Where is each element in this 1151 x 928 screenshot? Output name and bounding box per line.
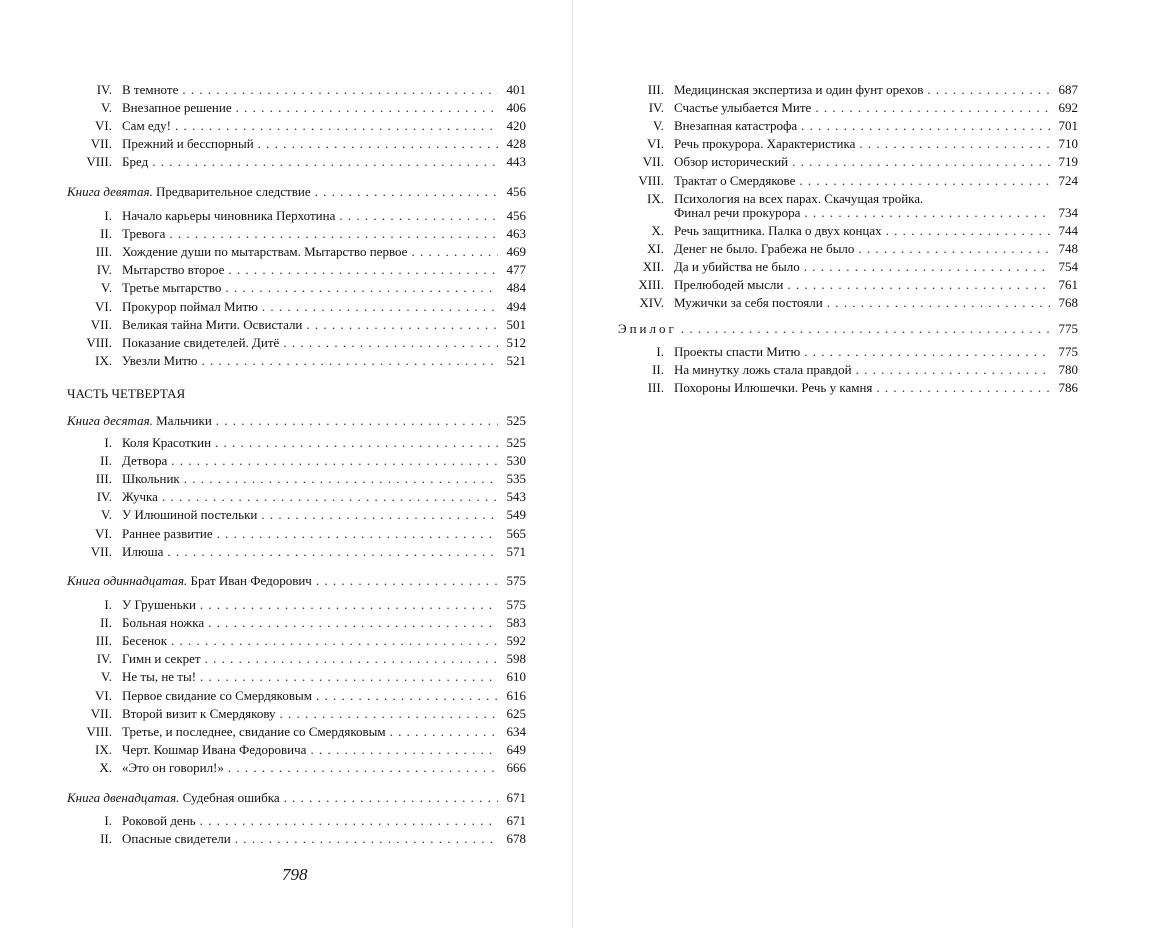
chapter-title: Увезли Митю — [122, 352, 198, 368]
chapter-number: V. — [653, 118, 664, 134]
chapter-number: VII. — [90, 543, 112, 559]
chapter-title: Жучка — [122, 489, 158, 505]
chapter-number: III. — [95, 471, 112, 487]
toc-entry — [647, 379, 1078, 397]
chapter-title: Опасные свидетели — [122, 831, 231, 847]
chapter-number: XII. — [642, 259, 664, 275]
page-number: 494 — [506, 298, 526, 314]
toc-entry — [96, 81, 526, 99]
page-number: 786 — [1058, 380, 1078, 396]
dot-leader — [783, 276, 1050, 294]
toc-entry — [90, 135, 526, 153]
chapter-title: Показание свидетелей. Дитё — [122, 334, 280, 350]
chapter-title: Коля Красоткин — [122, 435, 212, 450]
chapter-number: XIII. — [638, 277, 664, 293]
chapter-number: I. — [104, 435, 112, 450]
chapter-title: Сам еду! — [122, 118, 171, 134]
toc-entry — [638, 172, 1078, 190]
toc-entry — [639, 294, 1078, 312]
toc-entry — [86, 153, 526, 171]
right-page — [573, 0, 1151, 928]
chapter-title: Трактат о Смердякове — [674, 172, 796, 188]
dot-leader — [148, 153, 498, 171]
chapter-title: Прелюбодей мысли — [674, 277, 784, 293]
toc-entry — [101, 506, 526, 524]
page-number: 616 — [506, 687, 526, 703]
chapter-title: Черт. Кошмар Ивана Федоровича — [122, 741, 307, 757]
chapter-number: V. — [101, 100, 112, 116]
toc-entry — [90, 705, 526, 723]
dot-leader — [180, 470, 498, 488]
page-number: 671 — [506, 813, 526, 828]
chapter-title-line2: Финал речи прокурора — [674, 205, 801, 220]
chapter-number: II. — [100, 453, 112, 469]
chapter-number: XIV. — [639, 295, 664, 311]
page-number: 748 — [1058, 241, 1078, 257]
toc-entry — [100, 830, 526, 848]
book-heading — [67, 183, 311, 201]
page-number: 543 — [506, 489, 526, 505]
toc-entry — [656, 343, 1078, 361]
chapter-number: VI. — [647, 136, 664, 152]
chapter-number: IV. — [96, 489, 112, 505]
chapter-number: VIII. — [86, 334, 112, 350]
page-number: 484 — [506, 280, 526, 296]
chapter-title: Проекты спасти Митю — [674, 344, 801, 359]
chapter-number: VI. — [95, 118, 112, 134]
toc-entry — [96, 488, 526, 506]
dot-leader — [280, 789, 498, 807]
chapter-number: III. — [647, 380, 664, 396]
chapter-title: Мужички за себя постояли — [674, 295, 823, 311]
page-number: 754 — [1058, 259, 1078, 275]
toc-entry — [95, 687, 526, 705]
chapter-number: IV. — [96, 262, 112, 278]
page-number: 401 — [506, 82, 526, 97]
dot-leader — [312, 687, 498, 705]
chapter-number: III. — [647, 82, 664, 97]
dot-leader — [407, 243, 498, 261]
dot-leader — [800, 343, 1050, 361]
dot-leader — [254, 135, 498, 153]
page-number: 744 — [1058, 223, 1078, 238]
dot-leader — [232, 99, 498, 117]
toc-entry — [642, 258, 1078, 276]
toc-entry — [90, 543, 526, 561]
chapter-number: III. — [95, 244, 112, 260]
book-ten-entry — [67, 412, 526, 430]
dot-leader — [276, 705, 498, 723]
toc-entry — [95, 243, 526, 261]
dot-leader — [854, 240, 1050, 258]
page-number: 583 — [506, 615, 526, 631]
toc-entry — [95, 117, 526, 135]
chapter-number: II. — [100, 831, 112, 847]
chapter-title: Тревога — [122, 226, 166, 242]
page-number: 525 — [506, 413, 526, 428]
chapter-title: Хождение души по мытарствам. Мытарство первое — [122, 244, 408, 260]
dot-leader — [224, 261, 498, 279]
chapter-title: У Илюшиной постельки — [122, 507, 258, 523]
toc-entry — [104, 207, 526, 225]
page-number: 610 — [506, 669, 526, 685]
left-page — [0, 0, 572, 928]
toc-entry — [652, 361, 1078, 379]
toc-entry — [95, 352, 526, 370]
chapter-number: V. — [101, 507, 112, 523]
chapter-number: IV. — [648, 100, 664, 116]
chapter-number: IX. — [95, 741, 112, 757]
chapter-title: Раннее развитие — [122, 525, 213, 541]
dot-leader — [335, 207, 498, 225]
toc-entry — [104, 812, 526, 830]
dot-leader — [797, 117, 1050, 135]
chapter-title: Денег не было. Грабежа не было — [674, 241, 855, 257]
chapter-title: Великая тайна Мити. Освистали — [122, 316, 303, 332]
chapter-title-line1: Психология на всех парах. Скачущая тройка. — [674, 191, 924, 206]
page-number: 456 — [506, 208, 526, 223]
page-number: 780 — [1058, 362, 1078, 378]
chapter-title: Речь защитника. Палка о двух концах — [674, 223, 882, 238]
chapter-title: Обзор исторический — [674, 154, 789, 170]
part-heading: ЧАСТЬ ЧЕТВЕРТАЯ — [67, 386, 186, 401]
page-number: 768 — [1058, 295, 1078, 311]
chapter-number: II. — [100, 226, 112, 242]
toc-entry — [96, 261, 526, 279]
dot-leader — [178, 81, 498, 99]
dot-leader — [231, 830, 498, 848]
toc-entry — [95, 741, 526, 759]
dot-leader — [204, 614, 498, 632]
dot-leader — [800, 204, 1050, 222]
dot-leader — [257, 506, 498, 524]
page-number: 456 — [506, 184, 526, 199]
page-number: 634 — [506, 723, 526, 739]
page-number: 525 — [506, 435, 526, 450]
page-number: 521 — [506, 352, 526, 368]
dot-leader — [800, 258, 1050, 276]
page-number: 469 — [506, 244, 526, 260]
dot-leader — [258, 298, 498, 316]
dot-leader — [171, 117, 498, 135]
dot-leader — [196, 668, 498, 686]
chapter-title: В темноте — [122, 82, 179, 97]
toc-entry — [647, 135, 1078, 153]
epilogue-entry — [618, 320, 1078, 338]
chapter-title: Похороны Илюшечки. Речь у камня — [674, 380, 873, 396]
chapter-title: Гимн и секрет — [122, 651, 201, 667]
chapter-number: VII. — [642, 154, 664, 170]
chapter-title: Второй визит к Смердякову — [122, 705, 276, 721]
epilogue-title: Эпилог — [618, 321, 677, 336]
page-number: 678 — [506, 831, 526, 847]
chapter-number: IV. — [96, 82, 112, 97]
chapter-number: X. — [99, 759, 112, 775]
book-nine-entry — [67, 183, 526, 201]
chapter-number: II. — [652, 362, 664, 378]
book-heading — [67, 412, 212, 430]
dot-leader — [211, 434, 498, 452]
chapter-number: XI. — [647, 241, 664, 257]
page-number: 692 — [1058, 100, 1078, 116]
dot-leader — [197, 352, 498, 370]
page-number: 406 — [506, 100, 526, 116]
chapter-title: Бред — [122, 154, 149, 170]
toc-entry — [647, 81, 1078, 99]
page-number: 775 — [1058, 344, 1078, 359]
page-number: 719 — [1058, 154, 1078, 170]
chapter-number: VII. — [90, 136, 112, 152]
dot-leader — [163, 543, 498, 561]
dot-leader — [158, 488, 498, 506]
book-label: Книга девятая. — [67, 184, 153, 199]
chapter-title: Школьник — [122, 471, 180, 487]
dot-leader — [811, 99, 1050, 117]
toc-entry — [653, 117, 1078, 135]
page-number: 734 — [1058, 205, 1078, 220]
page-number: 530 — [506, 453, 526, 469]
toc-entry — [90, 316, 526, 334]
toc-entry — [101, 668, 526, 686]
chapter-title: Внезапная катастрофа — [674, 118, 798, 134]
dot-leader — [795, 172, 1050, 190]
page-number: 565 — [506, 525, 526, 541]
chapter-title: Речь прокурора. Характеристика — [674, 136, 856, 152]
dot-leader — [923, 81, 1050, 99]
book-title: Мальчики — [156, 413, 212, 428]
chapter-title: Счастье улыбается Мите — [674, 100, 812, 116]
page-number: 761 — [1058, 277, 1078, 293]
page-number: 775 — [1058, 321, 1078, 336]
page-number: 443 — [506, 154, 526, 170]
chapter-number: I. — [104, 208, 112, 223]
chapter-number: IX. — [647, 191, 664, 206]
toc-entry — [651, 222, 1078, 240]
chapter-number: VII. — [90, 316, 112, 332]
toc-entry — [100, 452, 526, 470]
dot-leader — [852, 361, 1050, 379]
chapter-number: VIII. — [86, 723, 112, 739]
dot-leader — [212, 412, 498, 430]
toc-entry — [101, 279, 526, 297]
chapter-title: Не ты, не ты! — [122, 669, 197, 685]
page-number: 535 — [506, 471, 526, 487]
chapter-number: VII. — [90, 705, 112, 721]
chapter-title: «Это он говорил!» — [122, 759, 224, 775]
chapter-number: VI. — [95, 687, 112, 703]
page-number: 549 — [506, 507, 526, 523]
toc-entry — [86, 334, 526, 352]
dot-leader — [167, 632, 498, 650]
chapter-title: Внезапное решение — [122, 100, 232, 116]
page-number: 571 — [506, 543, 526, 559]
dot-leader — [386, 723, 498, 741]
toc-entry — [95, 298, 526, 316]
page-number: 625 — [506, 705, 526, 721]
page-number: 575 — [506, 573, 526, 588]
page-number: 724 — [1058, 172, 1078, 188]
dot-leader — [224, 759, 498, 777]
toc-entry-continuation — [674, 204, 1078, 222]
book-label: Книга одиннадцатая. — [67, 573, 188, 588]
book-heading — [67, 789, 280, 807]
chapter-title: Мытарство второе — [122, 262, 225, 278]
chapter-number: X. — [651, 223, 664, 238]
dot-leader — [167, 452, 498, 470]
toc-entry — [100, 614, 526, 632]
book-title: Предварительное следствие — [156, 184, 311, 199]
chapter-title: Роковой день — [122, 813, 196, 828]
toc-entry — [648, 99, 1078, 117]
page-number: 701 — [1058, 118, 1078, 134]
book-heading — [67, 572, 312, 590]
chapter-number: VI. — [95, 298, 112, 314]
book-label: Книга двенадцатая. — [67, 790, 180, 805]
chapter-title: У Грушеньки — [122, 597, 196, 612]
toc-entry — [95, 525, 526, 543]
toc-entry — [647, 240, 1078, 258]
toc-entry — [101, 99, 526, 117]
page-number: 598 — [506, 651, 526, 667]
chapter-number: VIII. — [86, 154, 112, 170]
toc-entry — [642, 153, 1078, 171]
dot-leader — [302, 316, 498, 334]
page-number: 501 — [506, 316, 526, 332]
chapter-number: V. — [101, 280, 112, 296]
page-number: 687 — [1058, 82, 1078, 97]
page-number: 592 — [506, 633, 526, 649]
page-number: 710 — [1058, 136, 1078, 152]
book-eleven-entry — [67, 572, 526, 590]
toc-entry — [95, 632, 526, 650]
toc-entry — [86, 723, 526, 741]
chapter-number: II. — [100, 615, 112, 631]
page-number: 649 — [506, 741, 526, 757]
chapter-title: Бесенок — [122, 633, 168, 649]
chapter-number: I. — [656, 344, 664, 359]
page-number: 575 — [506, 597, 526, 612]
dot-leader — [221, 279, 498, 297]
page-number: 512 — [506, 334, 526, 350]
chapter-title: Третье мытарство — [122, 280, 222, 296]
dot-leader — [279, 334, 498, 352]
chapter-number: IX. — [95, 352, 112, 368]
toc-entry — [638, 276, 1078, 294]
toc-entry — [104, 434, 526, 452]
chapter-number: V. — [101, 669, 112, 685]
dot-leader — [855, 135, 1050, 153]
toc-entry — [104, 596, 526, 614]
chapter-title: Прежний и бесспорный — [122, 136, 254, 152]
toc-entry — [100, 225, 526, 243]
toc-entry — [99, 759, 526, 777]
book-title: Брат Иван Федорович — [190, 573, 312, 588]
dot-leader — [788, 153, 1050, 171]
dot-leader — [677, 320, 1050, 338]
dot-leader — [213, 525, 498, 543]
dot-leader — [823, 294, 1050, 312]
book-title: Судебная ошибка — [182, 790, 280, 805]
chapter-title: Первое свидание со Смердяковым — [122, 687, 312, 703]
toc-entry — [95, 470, 526, 488]
page-number: 420 — [506, 118, 526, 134]
chapter-title: Да и убийства не было — [674, 259, 800, 275]
book-label: Книга десятая. — [67, 413, 153, 428]
book-twelve-entry — [67, 789, 526, 807]
page-number: 428 — [506, 136, 526, 152]
chapter-title: Начало карьеры чиновника Перхотина — [122, 208, 336, 223]
page-folio: 798 — [282, 865, 308, 884]
dot-leader — [882, 222, 1050, 240]
dot-leader — [165, 225, 498, 243]
dot-leader — [311, 183, 498, 201]
dot-leader — [872, 379, 1050, 397]
chapter-title: Илюша — [122, 543, 164, 559]
chapter-title: Медицинская экспертиза и один фунт орехов — [674, 82, 924, 97]
chapter-title: Больная ножка — [122, 615, 205, 631]
chapter-number: I. — [104, 813, 112, 828]
chapter-number: I. — [104, 597, 112, 612]
dot-leader — [201, 650, 498, 668]
page-number: 671 — [506, 790, 526, 805]
chapter-title: Прокурор поймал Митю — [122, 298, 258, 314]
page-number: 477 — [506, 262, 526, 278]
dot-leader — [306, 741, 498, 759]
page-number: 463 — [506, 226, 526, 242]
chapter-number: VI. — [95, 525, 112, 541]
dot-leader — [312, 572, 498, 590]
chapter-title: На минутку ложь стала правдой — [674, 362, 852, 378]
chapter-number: III. — [95, 633, 112, 649]
chapter-title: Третье, и последнее, свидание со Смердяковым — [122, 723, 386, 739]
page-number: 666 — [506, 759, 526, 775]
chapter-number: VIII. — [638, 172, 664, 188]
dot-leader — [196, 812, 498, 830]
chapter-title: Детвора — [122, 453, 168, 469]
toc-entry — [96, 650, 526, 668]
dot-leader — [196, 596, 498, 614]
chapter-number: IV. — [96, 651, 112, 667]
